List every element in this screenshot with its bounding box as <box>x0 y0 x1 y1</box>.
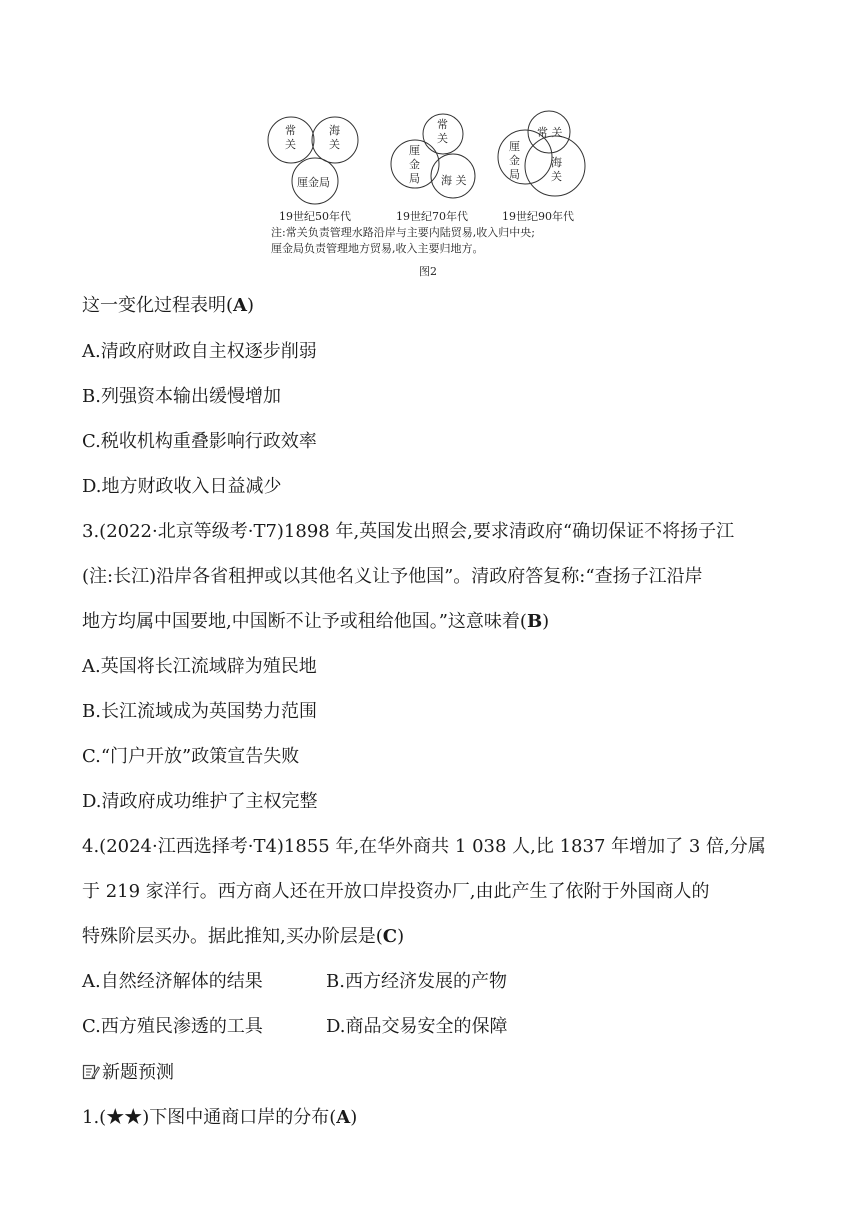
label-changguan: 常 关 <box>537 126 563 139</box>
q2-stem-text: 这一变化过程表明( <box>82 295 234 316</box>
section-title: 新题预测 <box>102 1062 174 1083</box>
q2-option-b: B.列强资本输出缓慢增加 <box>82 386 281 407</box>
q4-line1: 4.(2024·江西选择考·T4)1855 年,在华外商共 1 038 人,比 1837 年增加了 3 倍,分属 <box>82 836 766 857</box>
q2-close: ) <box>247 295 255 316</box>
new-q1-close: ) <box>350 1107 358 1128</box>
q3-close: ) <box>542 611 550 632</box>
q3-option-d: D.清政府成功维护了主权完整 <box>82 791 318 812</box>
q2-stem <box>82 297 254 315</box>
q2-option-c: C.税收机构重叠影响行政效率 <box>82 431 317 452</box>
label-haiguan: 海 关 <box>551 156 562 183</box>
label-lijinju: 厘 金 局 <box>509 140 520 181</box>
label-changguan: 常 关 <box>437 118 448 145</box>
q4-option-c: C.西方殖民渗透的工具 <box>82 1016 263 1037</box>
q3-option-b: B.长江流域成为英国势力范围 <box>82 701 317 722</box>
q4-close: ) <box>397 926 405 947</box>
new-q1-stem <box>82 1109 357 1127</box>
q3-line2: (注:长江)沿岸各省租押或以其他名义让予他国”。清政府答复称:“查扬子江沿岸 <box>82 566 703 587</box>
q3-option-c: C.“门户开放”政策宣告失败 <box>82 746 300 767</box>
section-header <box>82 1063 174 1082</box>
q3-line1: 3.(2022·北京等级考·T7)1898 年,英国发出照会,要求清政府“确切保证不将扬子江 <box>82 521 735 542</box>
label-lijinju: 厘金局 <box>297 176 330 189</box>
q4-line2: 于 219 家洋行。西方商人还在开放口岸投资办厂,由此产生了依附于外国商人的 <box>82 881 710 902</box>
q4-line3 <box>82 928 404 946</box>
figure-2 <box>265 106 605 286</box>
label-changguan: 常 关 <box>285 124 296 151</box>
q3-option-a: A.英国将长江流域辟为殖民地 <box>82 656 317 677</box>
q4-line3-text: 特殊阶层买办。据此推知,买办阶层是( <box>82 926 383 947</box>
figure-note-line2: 厘金局负责管理地方贸易,收入主要归地方。 <box>271 242 484 255</box>
caption-1850s: 19世纪50年代 <box>279 210 351 223</box>
q4-option-b: B.西方经济发展的产物 <box>326 971 507 992</box>
q2-answer: A <box>233 295 247 316</box>
q3-line3-text: 地方均属中国要地,中国断不让予或租给他国。”这意味着( <box>82 611 527 632</box>
q3-line3 <box>82 613 549 631</box>
new-q1-answer: A <box>336 1107 351 1128</box>
caption-1890s: 19世纪90年代 <box>502 210 574 223</box>
figure-title: 图2 <box>419 265 437 278</box>
q2-option-a: A.清政府财政自主权逐步削弱 <box>82 341 317 362</box>
label-haiguan: 海 关 <box>329 124 340 151</box>
new-q1-stem-text: 1.(★★)下图中通商口岸的分布( <box>82 1107 337 1128</box>
q4-option-a: A.自然经济解体的结果 <box>82 971 263 992</box>
edit-note-icon <box>82 1063 100 1081</box>
q4-option-d: D.商品交易安全的保障 <box>326 1016 508 1037</box>
q4-answer: C <box>382 926 398 947</box>
figure-note-line1: 注:常关负责管理水路沿岸与主要内陆贸易,收入归中央; <box>271 226 535 239</box>
label-lijinju: 厘 金 局 <box>409 144 420 185</box>
q2-option-d: D.地方财政收入日益减少 <box>82 476 282 497</box>
label-haiguan: 海 关 <box>441 174 467 187</box>
caption-1870s: 19世纪70年代 <box>396 210 468 223</box>
q3-answer: B <box>526 611 543 632</box>
